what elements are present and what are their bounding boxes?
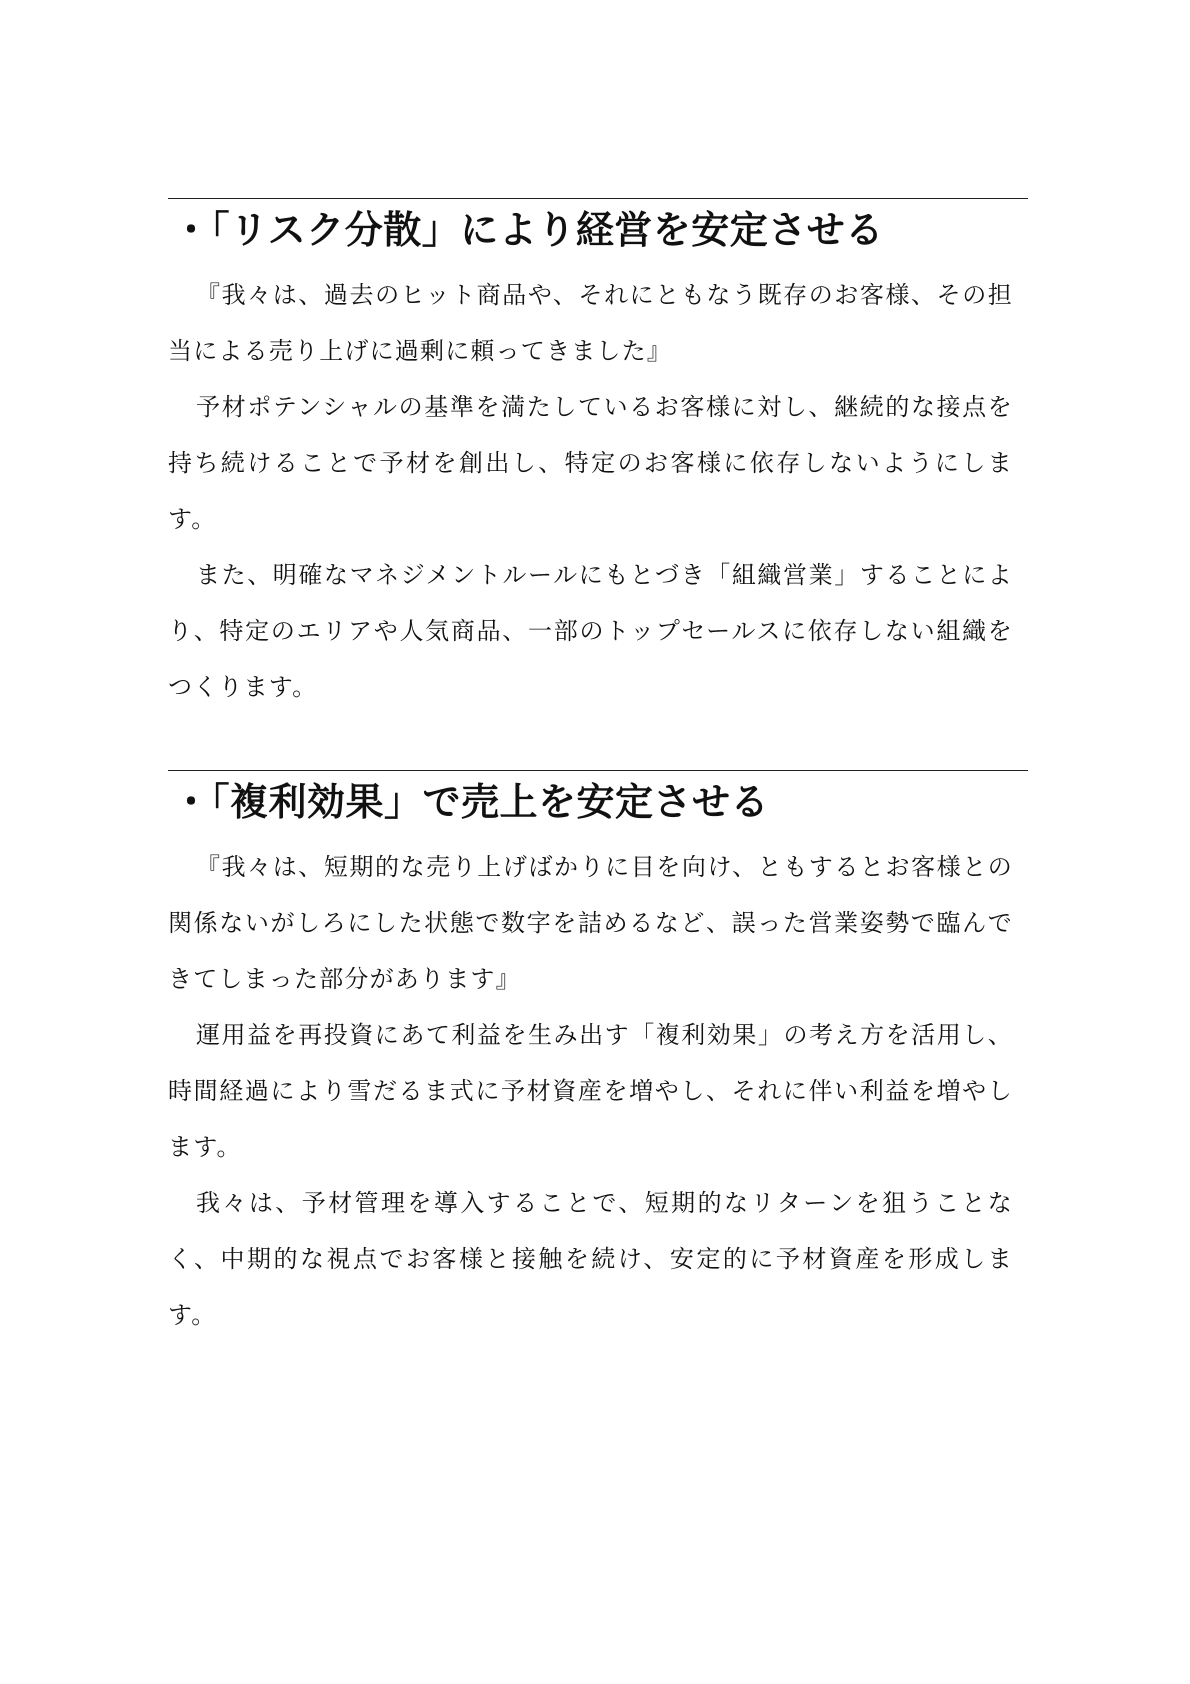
section-divider <box>168 770 1028 771</box>
section-heading: ・「複利効果」で売上を安定させる <box>172 780 770 824</box>
section-heading: ・「リスク分散」により経営を安定させる <box>172 208 884 252</box>
section-divider <box>168 198 1028 199</box>
section-risk-diversification <box>168 198 1028 715</box>
paragraph: 我々は、予材管理を導入することで、短期的なリターンを狙うことなく、中期的な視点でお客様と接触を続け、安定的に予材資産を形成します。 <box>168 1189 1013 1329</box>
paragraph: 『我々は、短期的な売り上げばかりに目を向け、ともするとお客様との関係ないがしろにした状態で数字を詰めるなど、誤った営業姿勢で臨んできてしまった部分があります』 <box>168 853 1013 993</box>
paragraph: また、明確なマネジメントルールにもとづき「組織営業」することにより、特定のエリアや人気商品、一部のトップセールスに依存しない組織をつくります。 <box>168 561 1013 701</box>
paragraph: 予材ポテンシャルの基準を満たしているお客様に対し、継続的な接点を持ち続けることで予材を創出し、特定のお客様に依存しないようにします。 <box>168 393 1013 533</box>
paragraph: 運用益を再投資にあて利益を生み出す「複利効果」の考え方を活用し、時間経過により雪だるま式に予材資産を増やし、それに伴い利益を増やします。 <box>168 1021 1013 1161</box>
section-compound-effect <box>168 770 1028 1343</box>
paragraph: 『我々は、過去のヒット商品や、それにともなう既存のお客様、その担当による売り上げに過剰に頼ってきました』 <box>168 281 1013 365</box>
